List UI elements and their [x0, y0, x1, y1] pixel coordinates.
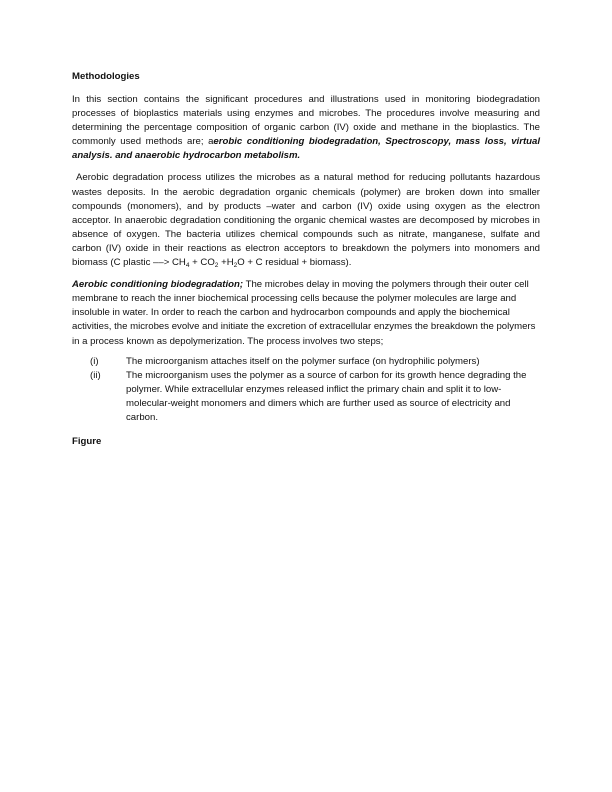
subscript-ch4: 4 [185, 262, 190, 270]
list-item-number: (i) [90, 355, 99, 367]
steps-list [72, 355, 540, 425]
formula-part-h: +H [218, 257, 234, 269]
methods-list-text: erobic conditioning biodegradation, Spectroscopy, mass loss, virtual analysis. and anaerobic hydrocarbon metabolism. [72, 136, 540, 162]
intro-paragraph [72, 93, 540, 163]
document-body [72, 70, 540, 449]
aerobic-conditioning-paragraph [72, 278, 540, 348]
formula-part-co: + CO [189, 257, 215, 269]
list-item-number: (ii) [90, 369, 101, 381]
subscript-co2: 2 [214, 262, 219, 270]
aerobic-degradation-paragraph [72, 171, 540, 270]
aerobic-conditioning-text: The microbes delay in moving the polymers through their outer cell membrane to reach the inner biochemical processing cells because the polymer molecules are large and insoluble in water. In order to reach the carbon and hydrocarbon compounds and apply the biochemical activities, the microbes evolve and initiate the excretion of extracellular enzymes the breakdown the polymers in a process known as depolymerization. The process involves two steps; [72, 279, 536, 347]
aerobic-conditioning-label: Aerobic conditioning biodegradation; [72, 279, 244, 291]
figure-label: Figure [72, 436, 102, 448]
formula-end: O + C residual + biomass). [237, 257, 352, 269]
list-item [72, 355, 540, 369]
intro-text: In this section contains the significant procedures and illustrations used in monitoring biodegradation processes of bioplastics materials using enzymes and microbes. The procedures involve measuring and determining the percentage composition of organic carbon (IV) oxide and methane in the bioplastics. The commonly used methods are; a [72, 94, 540, 148]
list-item [72, 369, 540, 425]
list-item-text: The microorganism uses the polymer as a source of carbon for its growth hence degrading the polymer. While extracellular enzymes released inflict the primary chain and split it to low-molecular-weight monomers and dimers which are further used as source of electricity and carbon. [126, 369, 527, 423]
subscript-h2o: 2 [233, 262, 238, 270]
degradation-text: Aerobic degradation process utilizes the microbes as a natural method for reducing pollutants hazardous wastes deposits. In the aerobic degradation organic chemicals (polymer) are broken down into smaller compounds (monomers), and by products –water and carbon (IV) oxide using oxygen as the electron acceptor. In anaerobic degradation conditioning the organic chemical wastes are decomposed by microbes in absence of oxygen. The bacteria utilizes chemical compounds such as nitrate, manganese, sulfate and carbon (IV) oxide in their reactions as electron acceptors to breakdown the polymers into monomers and biomass (C plastic ––> CH [72, 172, 540, 269]
list-item-text: The microorganism attaches itself on the polymer surface (on hydrophilic polymers) [126, 355, 480, 367]
section-heading: Methodologies [72, 71, 140, 82]
